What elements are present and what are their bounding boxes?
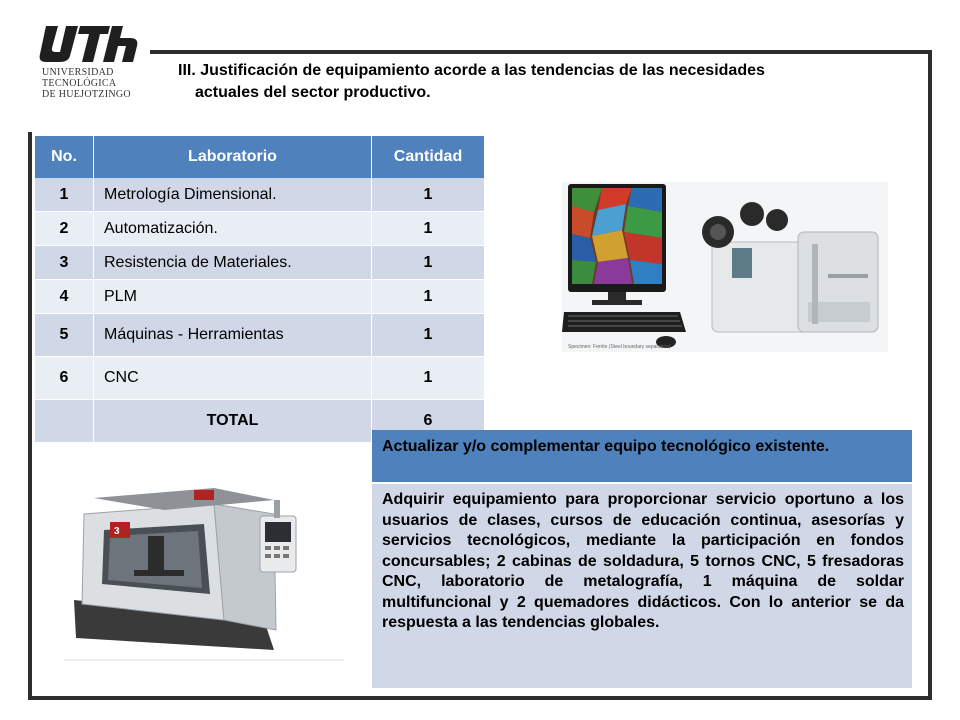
row-laboratory: Automatización. [94, 212, 372, 246]
row-number: 4 [35, 280, 94, 314]
objective-description: Adquirir equipamiento para proporcionar servicio oportuno a los usuarios de clases, cursos de educación continua, asesorías y servicios tecnológicos, mediante la participación en fondos concursables; 2 cabinas de soldadura, 5 tornos CNC, 5 fresadoras CNC, laboratorio de metalografía, 1 máquina de soldar multifuncional y 2 quemadores didácticos. Con lo anterior se da respuesta a las tendencias globales. [372, 484, 912, 688]
university-logo [38, 22, 146, 104]
total-value: 6 [372, 400, 485, 443]
university-name [42, 67, 131, 100]
row-quantity: 1 [372, 246, 485, 280]
frame-left-border [28, 132, 32, 700]
column-header-no: No. [35, 136, 94, 178]
total-empty-cell [35, 400, 94, 443]
column-header-laboratorio: Laboratorio [94, 136, 372, 178]
laboratory-table [35, 136, 485, 443]
frame-right-border [928, 50, 932, 700]
frame-top-border [150, 50, 932, 54]
table-row [35, 357, 485, 400]
row-quantity: 1 [372, 357, 485, 400]
microscope-caption: Specimen: Ferrite (Steel boundary separation) [568, 344, 671, 350]
table-row [35, 314, 485, 357]
logo-line-3: DE HUEJOTZINGO [42, 89, 131, 100]
svg-text:3: 3 [114, 526, 120, 537]
row-laboratory: Metrología Dimensional. [94, 178, 372, 212]
objective-heading: Actualizar y/o complementar equipo tecnológico existente. [372, 430, 912, 482]
table-row [35, 280, 485, 314]
slide-title [178, 60, 918, 104]
table-header-row [35, 136, 485, 178]
row-number: 1 [35, 178, 94, 212]
row-laboratory: Resistencia de Materiales. [94, 246, 372, 280]
uth-logo-mark [38, 22, 142, 64]
logo-line-2: TECNOLÓGICA [42, 78, 117, 89]
title-line-1: III. Justificación de equipamiento acorde a las tendencias de las necesidades [178, 62, 765, 79]
row-number: 3 [35, 246, 94, 280]
row-quantity: 1 [372, 280, 485, 314]
row-laboratory: PLM [94, 280, 372, 314]
row-laboratory: Máquinas - Herramientas [94, 314, 372, 357]
row-quantity: 1 [372, 212, 485, 246]
row-laboratory: CNC [94, 357, 372, 400]
row-quantity: 1 [372, 178, 485, 212]
row-number: 2 [35, 212, 94, 246]
table-row [35, 246, 485, 280]
title-line-2: actuales del sector productivo. [195, 84, 431, 101]
row-number: 5 [35, 314, 94, 357]
row-number: 6 [35, 357, 94, 400]
table-row [35, 178, 485, 212]
logo-line-1: UNIVERSIDAD [42, 67, 114, 78]
microscope-workstation-image [562, 182, 888, 352]
frame-bottom-border [28, 696, 932, 700]
total-label: TOTAL [94, 400, 372, 443]
column-header-cantidad: Cantidad [372, 136, 485, 178]
cnc-machine-image [64, 470, 344, 666]
table-row [35, 212, 485, 246]
row-quantity: 1 [372, 314, 485, 357]
